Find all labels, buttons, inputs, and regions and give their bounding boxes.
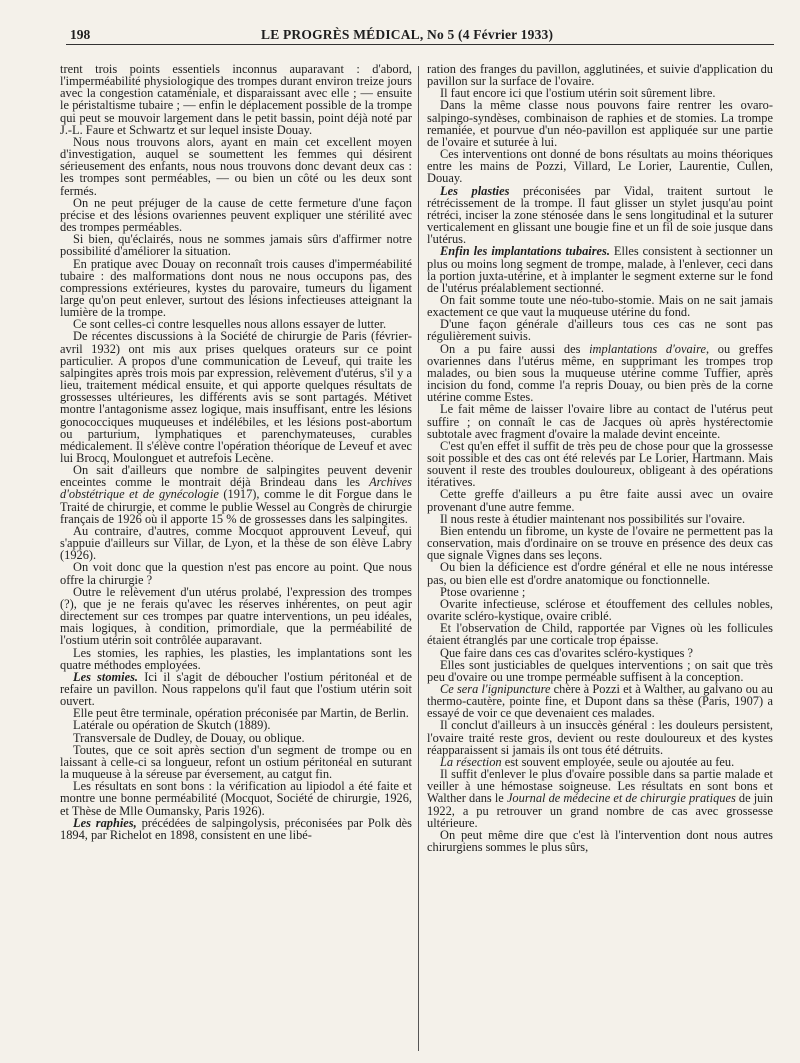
paragraph: Que faire dans ces cas d'ovarites scléro-kystiques ? <box>440 645 694 660</box>
paragraph: Les résultats en sont bons : la vérification au lipiodol a été faite et montre une bonne perméabilité (Mocquot, Société de chirurgie, 1926, et Thèse de Mlle Oumansky, Paris 1926). <box>60 779 412 818</box>
page-header <box>0 0 800 40</box>
paragraph: ration des franges du pavillon, agglutinées, et suivie d'application du pavillon sur la surface de l'ovaire. <box>427 63 773 89</box>
header-rule <box>66 44 774 45</box>
paragraph: Il suffit d'enlever le plus d'ovaire possible dans sa partie malade et veiller à une hémostase soigneuse. Les résultats en sont bons et Walther dans le Journal de médecine et de chirurgie pratiques de juin 1922, a pu retrouver un grand nombre de cas avec grossesse ultérieure. <box>427 767 773 830</box>
paragraph: Dans la même classe nous pouvons faire rentrer les ovaro-salpingo-syndèses, combinaison de raphies et de stomies. La trompe remaniée, et pourvue d'un néo-pavillon est appliquée sur une partie de l'ovaire et suturée à lui. <box>427 98 773 149</box>
paragraph: Il conclut d'ailleurs à un insuccès général : les douleurs persistent, l'ovaire traité reste gros, devient ou reste douloureux et des kystes réapparaissent si jamais ils ont tous été détruits. <box>427 718 773 757</box>
running-title: LE PROGRÈS MÉDICAL, No 5 (4 Février 1933) <box>261 27 554 42</box>
paragraph: Les stomies, les raphies, les plasties, les implantations sont les quatre méthodes employées. <box>60 645 412 672</box>
paragraph: On a pu faire aussi des implantations d'ovaire, ou greffes ovariennes dans l'utérus même, en supprimant les trompes trop malades, ou bien sous la muqueuse utérine comme Tuffier, après incision du fond, comme l'a repris Douay, ou bien près de la corne utérine comme Estes. <box>427 341 773 405</box>
page-number: 198 <box>70 27 91 42</box>
paragraph: Au contraire, d'autres, comme Mocquot approuvent Leveuf, qui s'appuie d'ailleurs sur Villar, de Lyon, et la thèse de son élève Labry (1926). <box>60 523 412 563</box>
left-column <box>60 63 412 1058</box>
paragraph: Ces interventions ont donné de bons résultats au moins théoriques entre les mains de Pozzi, Villard, Le Lorier, Laurentie, Cullen, Douay. <box>427 147 773 186</box>
paragraph: Il nous reste à étudier maintenant nos possibilités sur l'ovaire. <box>440 511 746 526</box>
paragraph: Elle peut être terminale, opération préconisée par Martin, de Berlin. <box>73 706 409 721</box>
paragraph: On sait d'ailleurs que nombre de salpingites peuvent devenir enceintes comme le montrait déjà Brindeau dans les Archives d'obstétrique et de gynécologie (1917), comme le dit Forgue dans le Traité de chirurgie, et comme le publie Wessel au Congrès de chirurgie français de 1926 où il apporte 15 % de grossesses dans les salpingites. <box>60 463 412 526</box>
paragraph: Outre le relèvement d'un utérus prolabé, l'expression des trompes (?), que je ne ferais qu'avec les réserves inhérentes, on peut agir directement sur ces trompes par quatre interventions, un peu idéales, mais logiques, à condition, primordiale, que la perméabilité de l'ostium utérin soit contrôlée auparavant. <box>60 584 412 648</box>
paragraph: Toutes, que ce soit après section d'un segment de trompe ou en laissant à celle-ci sa longueur, refont un ostium péritonéal en suturant la muqueuse à la séreuse par éversement, au catgut fin. <box>60 742 412 782</box>
paragraph: trent trois points essentiels inconnus auparavant : d'abord, l'imperméabilité physiologique des trompes durant environ treize jours avec la congestion cataméniale, et disparaissant avec elle ; — ensuite le péristaltisme tubaire ; — enfin le déplacement possible de la trompe qui peut se mouvoir largement dans le petit bassin, point déjà noté par J.-L. Faure et Schwartz et sur lequel insiste Douay. <box>60 63 412 137</box>
paragraph: Nous nous trouvons alors, ayant en main cet excellent moyen d'investigation, auquel se soumettent les femmes qui désirent sérieusement des enfants, nous nous trouvons donc devant deux cas : les trompes sont perméables, — ou bien un côté ou les deux sont fermés. <box>60 134 412 198</box>
paragraph: Les raphies, précédées de salpingolysis, préconisées par Polk dès 1894, par Richelot en 1898, consistent en une libé- <box>60 815 412 842</box>
paragraph: Latérale ou opération de Skutch (1889). <box>73 718 271 733</box>
paragraph: Elles sont justiciables de quelques interventions ; on sait que très peu d'ovaire ou une trompe perméable suffisent à la conception. <box>427 657 773 684</box>
paragraph: En pratique avec Douay on reconnaît trois causes d'imperméabilité tubaire : des malformations dont nous ne nous occupons pas, des compressions extérieures, kystes du parovaire, tumeurs du ligament large qu'on peut enlever, surtout des lésions infectieuses atteignant la lumière de la trompe. <box>60 256 412 320</box>
section-heading: Les stomies. <box>73 669 139 684</box>
paragraph: Il faut encore ici que l'ostium utérin soit sûrement libre. <box>440 86 716 101</box>
paragraph: Transversale de Dudley, de Douay, ou oblique. <box>73 730 305 745</box>
paragraph: Cette greffe d'ailleurs a pu être faite aussi avec un ovaire provenant d'une autre femme. <box>427 487 773 514</box>
paragraph: Ce sera l'ignipuncture chère à Pozzi et à Walther, au galvano ou au thermo-cautère, pointe fine, et Dupont dans sa thèse (Paris, 1907) a essayé de voir ce que devenaient ces malades. <box>427 681 773 721</box>
paragraph: On peut même dire que c'est là l'intervention dont nous autres chirurgiens sommes le plus sûrs, <box>427 827 773 854</box>
paragraph: Si bien, qu'éclairés, nous ne sommes jamais sûrs d'affirmer notre possibilité d'améliorer la situation. <box>60 232 412 259</box>
section-heading: Enfin les implantations tubaires. <box>440 244 610 259</box>
paragraph: La résection est souvent employée, seule ou ajoutée au feu. <box>440 754 735 769</box>
section-heading: Les raphies, <box>73 815 137 830</box>
paragraph: Bien entendu un fibrome, un kyste de l'ovaire ne permettent pas la conservation, mais d'ordinaire on se trouve en présence des deux cas que signale Vignes dans ses leçons. <box>427 523 773 563</box>
paragraph: Ce sont celles-ci contre lesquelles nous allons essayer de lutter. <box>73 317 387 332</box>
paragraph: De récentes discussions à la Société de chirurgie de Paris (février-avril 1932) ont mis aux prises quelques orateurs sur ce point particulier. A propos d'une communication de Leveuf, qui traite les salpingites après trois mois par expression, relèvement d'utérus, s'il y a lieu, traitement médical ensuite, et qui apporte quelques résultats de grossesses ultérieures, les différents avis se sont partagés. Métivet montre l'antagonisme assez logique, mais insuffisant, entre les lésions gonococciques muqueuses et indélébiles, et les lésions post-abortum ou parturium, lymphatiques et parenchymateuses, curables médicalement. Il s'élève contre l'opération théorique de Leveuf et avec lui Brocq, Moulonguet et autrefois Lecène. <box>60 329 412 465</box>
paragraph: C'est qu'en effet il suffit de très peu de chose pour que la grossesse soit possible et des cas ont été relevés par Le Lorier, Hartmann. Mais souvent il reste des troubles douloureux, obligeant à des opérations itératives. <box>427 438 773 490</box>
paragraph: Le fait même de laisser l'ovaire libre au contact de l'utérus peut suffire ; on connaît le cas de Jacques où après hystérectomie subtotale avec fragment d'ovaire la malade devint enceinte. <box>427 402 773 441</box>
paragraph: Les plasties préconisées par Vidal, traitent surtout le rétrécissement de la trompe. Il faut glisser un stylet jusqu'au point rétréci, inciser la zone sténosée dans le sens longitudinal et la suturer verticalement en glissant une bougie fine et un fil de soie jusque dans l'utérus. <box>427 183 773 247</box>
paragraph: Ptose ovarienne ; <box>440 584 526 599</box>
paragraph: Enfin les implantations tubaires. Elles consistent à sectionner un plus ou moins long segment de trompe, malade, à l'enlever, ceci dans la portion juxta-utérine, et à implanter le segment externe sur le fond de l'utérus préalablement sectionné. <box>427 244 773 295</box>
paragraph: D'une façon générale d'ailleurs tous ces cas ne sont pas régulièrement suivis. <box>427 317 773 344</box>
paragraph: Les stomies. Ici il s'agit de déboucher l'ostium péritonéal et de refaire un pavillon. Nous rappelons qu'il faut que l'ostium utérin soit ouvert. <box>60 669 412 709</box>
paragraph: Et l'observation de Child, rapportée par Vignes où les follicules étaient étranglés par une corticale trop épaisse. <box>427 621 773 648</box>
paragraph: On ne peut préjuger de la cause de cette fermeture d'une façon précise et des lésions ovariennes peuvent expliquer une stérilité avec des trompes perméables. <box>60 195 412 235</box>
paragraph: On fait somme toute une néo-tubo-stomie. Mais on ne sait jamais exactement ce que vaut la muqueuse utérine du fond. <box>427 292 773 320</box>
right-column <box>427 63 773 1058</box>
paragraph: On voit donc que la question n'est pas encore au point. Que nous offre la chirurgie ? <box>60 560 412 587</box>
paragraph: Ovarite infectieuse, sclérose et étouffement des cellules nobles, ovarite scléro-kystique, ovaire criblé. <box>427 596 773 624</box>
paragraph: Ou bien la déficience est d'ordre général et elle ne nous intéresse pas, ou bien elle est d'ordre anatomique ou fonctionnelle. <box>427 560 773 587</box>
column-divider <box>418 66 419 1051</box>
section-heading: Les plasties <box>440 183 510 198</box>
